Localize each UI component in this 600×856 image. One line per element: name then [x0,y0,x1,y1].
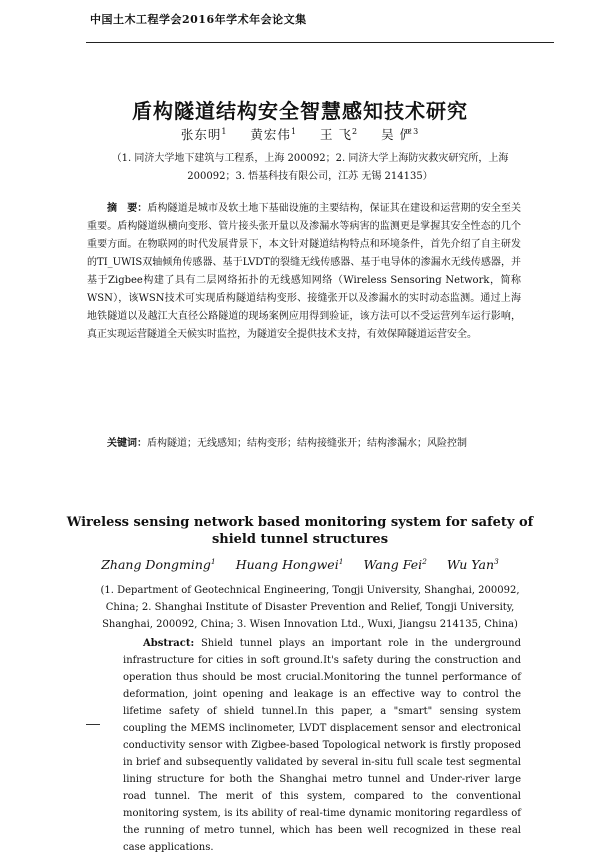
cn-abstract-text: 盾构隧道是城市及软土地下基础设施的主要结构，保证其在建设和运营期的安全至关重要。盾构隧道纵横向变形、管片接头张开量以及渗漏水等病害的监测更是掌握其安全性态的几个重要方面。在物联网的时代发展背景下，本文针对隧道结构特点和环境条件，首先介绍了自主研发的TI_UWIS双轴倾角传感器、基于LVDT的裂缝无线传感器、基于电导体的渗漏水无线传感器，并基于Zigbee构建了具有二层网络拓扑的无线感知网络（Wireless Sensoring Network，简称WSN），该WSN技术可实现盾构隧道结构变形、接缝张开以及渗漏水的实时动态监测。通过上海地铁隧道以及越江大直径公路隧道的现场案例应用得到验证，该方法可以不受运营列车运行影响，真正实现运营隧道全天候实时监控，为隧道安全提供技术支持，有效保障隧道运营安全。 [87,203,522,340]
cn-keywords-label: 关键词： [107,438,147,449]
cn-authors [0,125,600,143]
en-affiliation: (1. Department of Geotechnical Engineering, Tongji University, Shanghai, 200092, China; 2. Shanghai Institute of Disaster Prevention and Relief, Tongji University, Shanghai, 200092, China; 3. Wisen Innovation Ltd., Wuxi, Jiangsu 214135, China) [100,585,520,630]
en-authors [0,557,600,572]
cn-abstract [87,200,521,344]
en-author: Wu Yan$^3$ [446,557,499,573]
cn-author: 黄宏伟$^1$ [250,126,298,142]
en-title: Wireless sensing network based monitoring system for safety of shield tunnel structures [66,515,534,547]
cn-author: 王 飞$^2$ [320,126,359,142]
running-head: 中国土木工程学会2016年学术年会论文集 [90,13,307,26]
footer-rule [86,724,100,725]
cn-affiliation: （1. 同济大学地下建筑与工程系，上海 200092；2. 同济大学上海防灾救灾研究所，上海 200092；3. 悟基科技有限公司，江苏 无锡 214135） [111,153,509,182]
cn-author: 张东明$^1$ [180,126,228,142]
cn-abstract-label: 摘 要： [107,203,148,214]
header-rule [86,42,554,43]
en-abstract [123,635,521,856]
cn-keywords-text: 盾构隧道；无线感知；结构变形；结构接缝张开；结构渗漏水；风险控制 [147,438,467,449]
cn-author: 吴 俨$^3$ [381,126,420,142]
en-abstract-text: Shield tunnel plays an important role in the underground infrastructure for cities in soft ground.It's safety during the construction and operation thus should be most crucial.Monitoring the tunnel performance of deformation, joint opening and leakage is an effective way to control the lifetime safety of shield tunnel.In this paper, a "smart" sensing system coupling the MEMS inclinometer, LVDT displacement sensor and electronical conductivity sensor with Zigbee-based Topological network is firstly proposed in brief and subsequently validated by several in-situ full scale test segmental lining structure for both the Shanghai metro tunnel and Under-river large road tunnel. The merit of this system, compared to the conventional monitoring system, is its ability of real-time dynamic monitoring regardless of the running of metro tunnel, which has been well recognized in these real case applications. [123,638,522,853]
en-author: Zhang Dongming$^1$ [101,557,216,573]
en-author: Wang Fei$^2$ [363,557,427,573]
en-author: Huang Hongwei$^1$ [235,557,344,573]
cn-title: 盾构隧道结构安全智慧感知技术研究 [132,99,468,123]
cn-keywords [87,435,521,453]
en-abstract-label: Abstract: [143,638,195,649]
